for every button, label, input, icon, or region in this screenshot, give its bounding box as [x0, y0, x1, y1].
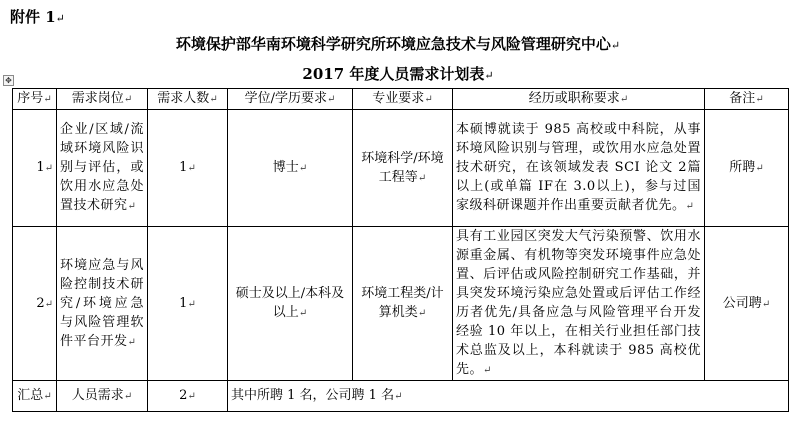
header-cell-degree: 学位/学历要求↵: [228, 89, 353, 110]
summary-count: 2↵: [148, 381, 228, 412]
cell-experience: 具有工业园区突发大气污染预警、饮用水源重金属、有机物等突发环境事件应急处置、后评估或风险控制研究工作基础，并具突发环境污染应急处置或后评估工作经历者优先/具备应急与风险管理平台开发经验 10 年以上，在相关行业担任部门技术总监及以上，本科就读于 985 高校优先。↵: [453, 227, 705, 381]
table-row: [13, 110, 789, 227]
header-cell-experience: 经历或职称要求↵: [453, 89, 705, 110]
cell-count: 1↵: [148, 110, 228, 227]
table-row: [13, 227, 789, 381]
attachment-label: [10, 6, 65, 27]
cell-position: 企业/区域/流域环境风险识别与评估，或饮用水应急处置技术研究↵: [57, 110, 148, 227]
header-cell-no: 序号↵: [13, 89, 57, 110]
table-header-row: [13, 89, 789, 110]
header-cell-major: 专业要求↵: [353, 89, 453, 110]
summary-label: 汇总↵: [13, 381, 57, 412]
cell-major: 环境科学/环境工程等↵: [353, 110, 453, 227]
cell-experience: 本硕博就读于 985 高校或中科院，从事环境风险识别与管理，或饮用水应急处置技术研究，在该领域发表 SCI 论文 2篇以上(或单篇 IF在 3.0以上)，参与过国家级科研课题并作出重要贡献者优先。↵: [453, 110, 705, 227]
paragraph-mark: ↵: [610, 39, 621, 52]
cell-position: 环境应急与风险控制技术研究/环境应急与风险管理软件平台开发↵: [57, 227, 148, 381]
header-cell-position: 需求岗位↵: [57, 89, 148, 110]
cell-no: 2↵: [13, 227, 57, 381]
paragraph-mark: ↵: [55, 12, 65, 25]
cell-no: 1↵: [13, 110, 57, 227]
summary-position: 人员需求↵: [57, 381, 148, 412]
cell-remark: 公司聘↵: [705, 227, 789, 381]
header-cell-count: 需求人数↵: [148, 89, 228, 110]
document-title: [0, 33, 796, 54]
cell-degree: 硕士及以上/本科及以上↵: [228, 227, 353, 381]
paragraph-mark: ↵: [484, 69, 494, 82]
cell-count: 1↵: [148, 227, 228, 381]
table-summary-row: [13, 381, 789, 412]
cell-major: 环境工程类/计算机类↵: [353, 227, 453, 381]
document-subtitle-text: 2017 年度人员需求计划表: [302, 65, 485, 83]
attachment-text: 附件 1: [10, 8, 56, 26]
table-move-handle-icon[interactable]: ✥: [3, 75, 14, 86]
document-subtitle: [0, 63, 796, 84]
staffing-plan-table: [12, 88, 789, 412]
summary-detail: 其中所聘 1 名，公司聘 1 名↵: [228, 381, 789, 412]
document-title-text: 环境保护部华南环境科学研究所环境应急技术与风险管理研究中心: [175, 35, 611, 53]
cell-degree: 博士↵: [228, 110, 353, 227]
cell-remark: 所聘↵: [705, 110, 789, 227]
header-cell-remark: 备注↵: [705, 89, 789, 110]
